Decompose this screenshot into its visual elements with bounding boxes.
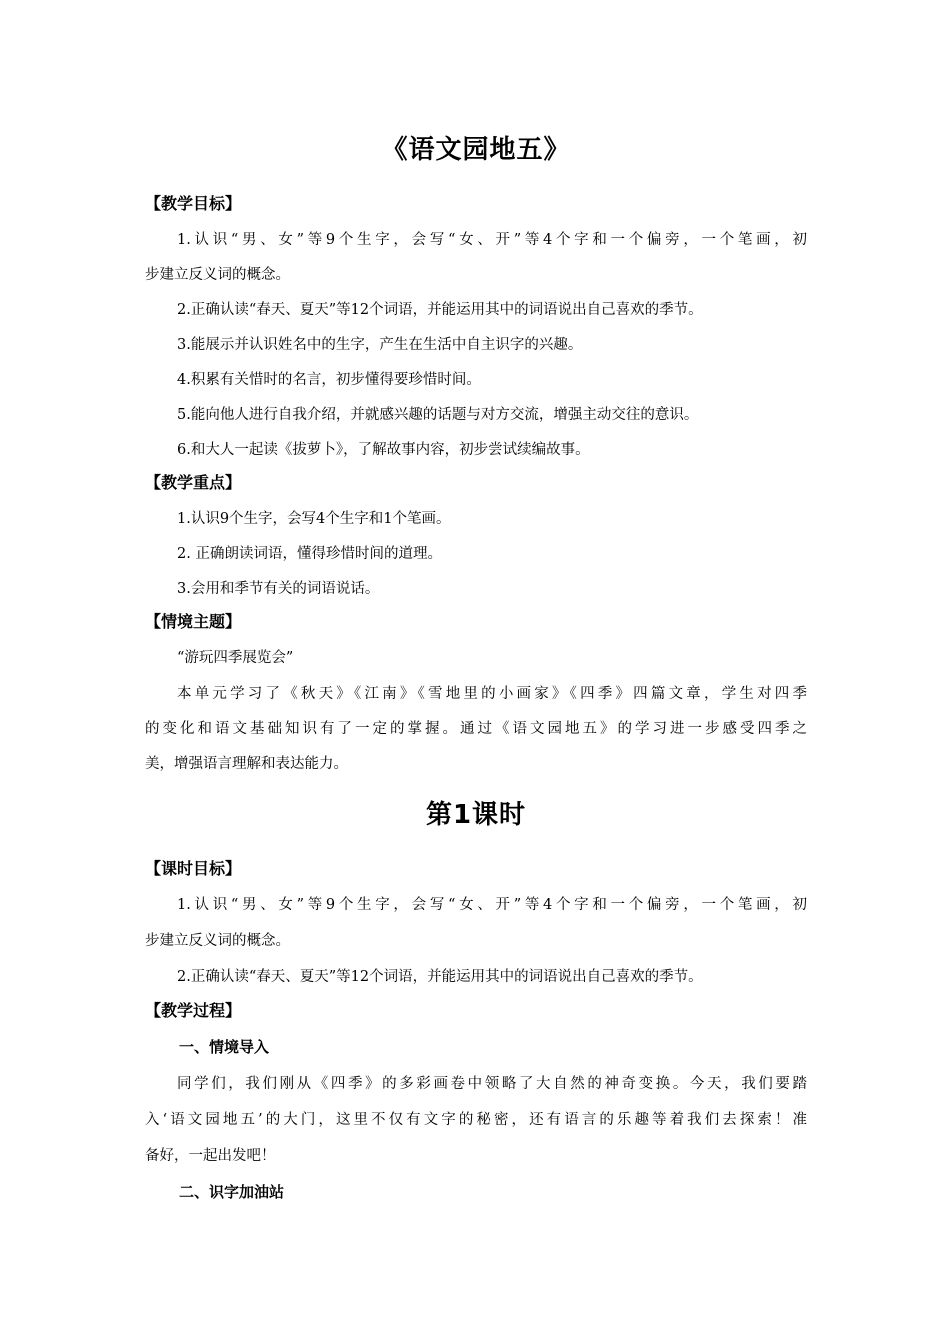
process-heading: 【教学过程】 (145, 1001, 242, 1020)
key-point-line: 1.认识9个生字，会写4个生字和1个笔画。 (177, 511, 451, 527)
lesson-objective-line: 1.认识“男、女”等9个生字，会写“女、开”等4个字和一个偏旁，一个笔画，初 (177, 897, 807, 913)
theme-paragraph-line: 美，增强语言理解和表达能力。 (145, 756, 348, 772)
objective-line: 步建立反义词的概念。 (145, 267, 290, 283)
theme-paragraph-line: 的变化和语文基础知识有了一定的掌握。通过《语文园地五》的学习进一步感受四季之 (145, 721, 807, 737)
objective-line: 6.和大人一起读《拔萝卜》，了解故事内容，初步尝试续编故事。 (177, 442, 590, 458)
lesson-objective-line: 2.正确认读“春天、夏天”等12个词语，并能运用其中的词语说出自己喜欢的季节。 (177, 969, 703, 985)
objective-line: 5.能向他人进行自我介绍，并就感兴趣的话题与对方交流，增强主动交往的意识。 (177, 407, 699, 423)
lesson-objective-line: 步建立反义词的概念。 (145, 933, 290, 949)
objective-line: 1.认识“男、女”等9个生字，会写“女、开”等4个字和一个偏旁，一个笔画，初 (177, 232, 807, 248)
key-point-line: 2. 正确朗读词语，懂得珍惜时间的道理。 (177, 546, 442, 562)
lesson-title: 第1课时 (425, 800, 527, 830)
step1-paragraph-line: 备好，一起出发吧！ (145, 1148, 276, 1164)
theme-paragraph-line: 本单元学习了《秋天》《江南》《雪地里的小画家》《四季》四篇文章，学生对四季 (177, 686, 807, 702)
key-point-line: 3.会用和季节有关的词语说话。 (177, 581, 380, 597)
theme-heading: 【情境主题】 (145, 612, 242, 631)
objective-line: 2.正确认读“春天、夏天”等12个词语，并能运用其中的词语说出自己喜欢的季节。 (177, 302, 703, 318)
key-points-heading: 【教学重点】 (145, 473, 242, 492)
step1-paragraph-line: 入‘语文园地五’的大门，这里不仅有文字的秘密，还有语言的乐趣等着我们去探索！准 (145, 1112, 807, 1128)
step2-heading: 二、识字加油站 (179, 1183, 285, 1201)
step1-paragraph-line: 同学们，我们刚从《四季》的多彩画卷中领略了大自然的神奇变换。今天，我们要踏 (177, 1076, 807, 1092)
step1-heading: 一、情境导入 (179, 1038, 270, 1056)
objectives-heading: 【教学目标】 (145, 194, 242, 213)
objective-line: 4.积累有关惜时的名言，初步懂得要珍惜时间。 (177, 372, 481, 388)
theme-quote: “游玩四季展览会” (177, 650, 294, 666)
lesson-objectives-heading: 【课时目标】 (145, 859, 242, 878)
document-title: 《语文园地五》 (381, 135, 571, 165)
objective-line: 3.能展示并认识姓名中的生字，产生在生活中自主识字的兴趣。 (177, 337, 583, 353)
